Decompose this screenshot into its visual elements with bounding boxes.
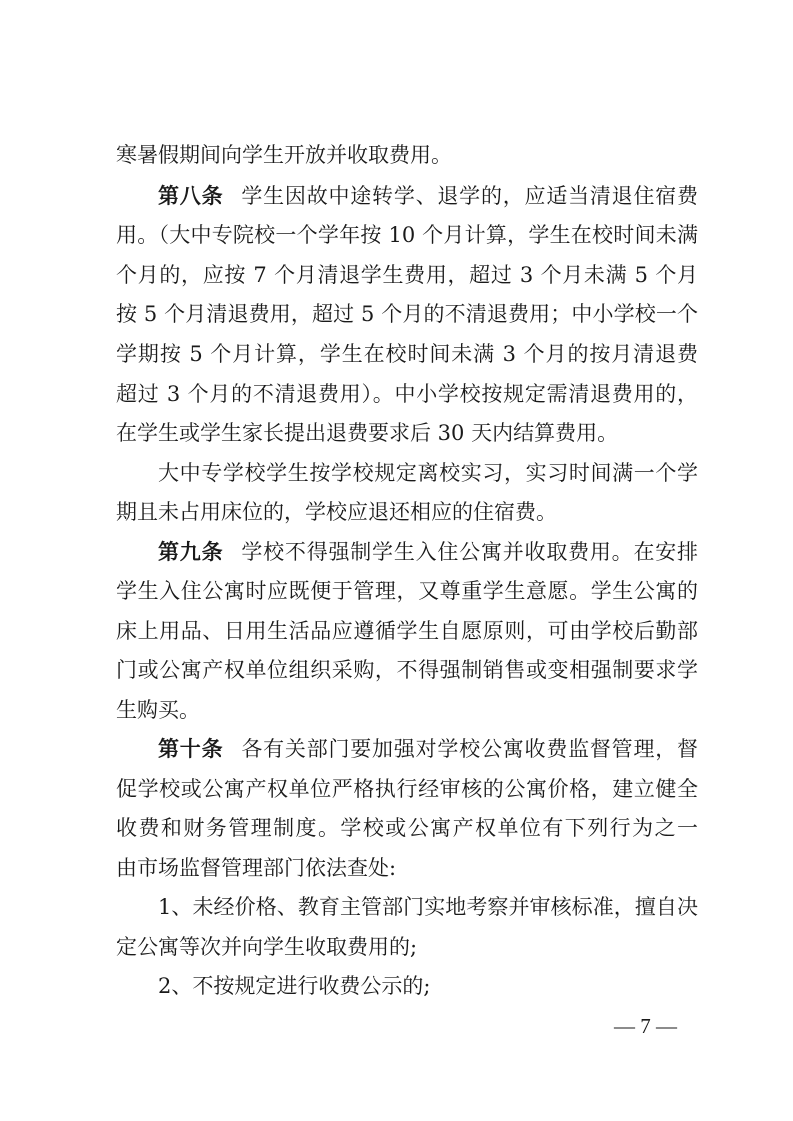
paragraph-line: 定公寓等次并向学生收取费用的;: [116, 935, 418, 959]
page-number: — 7 —: [614, 1014, 677, 1038]
paragraph-line: 生购买。: [116, 698, 200, 722]
list-item-2: 2、不按规定进行收费公示的;: [158, 974, 431, 998]
paragraph-line: 大中专学校学生按学校规定离校实习，实习时间满一个学: [158, 461, 698, 485]
paragraph-line: 学期按 5 个月计算，学生在校时间未满 3 个月的按月清退费: [116, 342, 698, 366]
article-label: 第八条: [158, 184, 224, 208]
article-label: 第九条: [158, 540, 224, 564]
article-label: 第十条: [158, 737, 224, 761]
paragraph-line: 个月的，应按 7 个月清退学生费用，超过 3 个月未满 5 个月: [116, 263, 698, 287]
paragraph-line: 超过 3 个月的不清退费用）。中小学校按规定需清退费用的，: [116, 382, 698, 406]
paragraph-line: 床上用品、日用生活品应遵循学生自愿原则，可由学校后勤部: [116, 619, 698, 643]
paragraph-line: 学生入住公寓时应既便于管理，又尊重学生意愿。学生公寓的: [116, 579, 698, 603]
paragraph-line: 用。（大中专院校一个学年按 10 个月计算，学生在校时间未满: [116, 223, 698, 247]
paragraph-line: 促学校或公寓产权单位严格执行经审核的公寓价格，建立健全: [116, 777, 698, 801]
article-8-heading-line: 第八条 学生因故中途转学、退学的，应适当清退住宿费: [158, 184, 698, 208]
paragraph-line: 门或公寓产权单位组织采购，不得强制销售或变相强制要求学: [116, 658, 698, 682]
list-item-1: 1、未经价格、教育主管部门实地考察并审核标准，擅自决: [158, 895, 698, 919]
paragraph-line: 收费和财务管理制度。学校或公寓产权单位有下列行为之一: [116, 816, 698, 840]
paragraph-line: 在学生或学生家长提出退费要求后 30 天内结算费用。: [116, 421, 619, 445]
article-10-heading-line: 第十条 各有关部门要加强对学校公寓收费监督管理，督: [158, 737, 698, 761]
paragraph-line: 按 5 个月清退费用，超过 5 个月的不清退费用；中小学校一个: [116, 302, 698, 326]
article-9-heading-line: 第九条 学校不得强制学生入住公寓并收取费用。在安排: [158, 540, 698, 564]
paragraph-line: 期且未占用床位的，学校应退还相应的住宿费。: [116, 500, 557, 524]
paragraph-line: 寒暑假期间向学生开放并收取费用。: [116, 143, 452, 167]
paragraph-line: 由市场监督管理部门依法查处:: [116, 856, 397, 880]
